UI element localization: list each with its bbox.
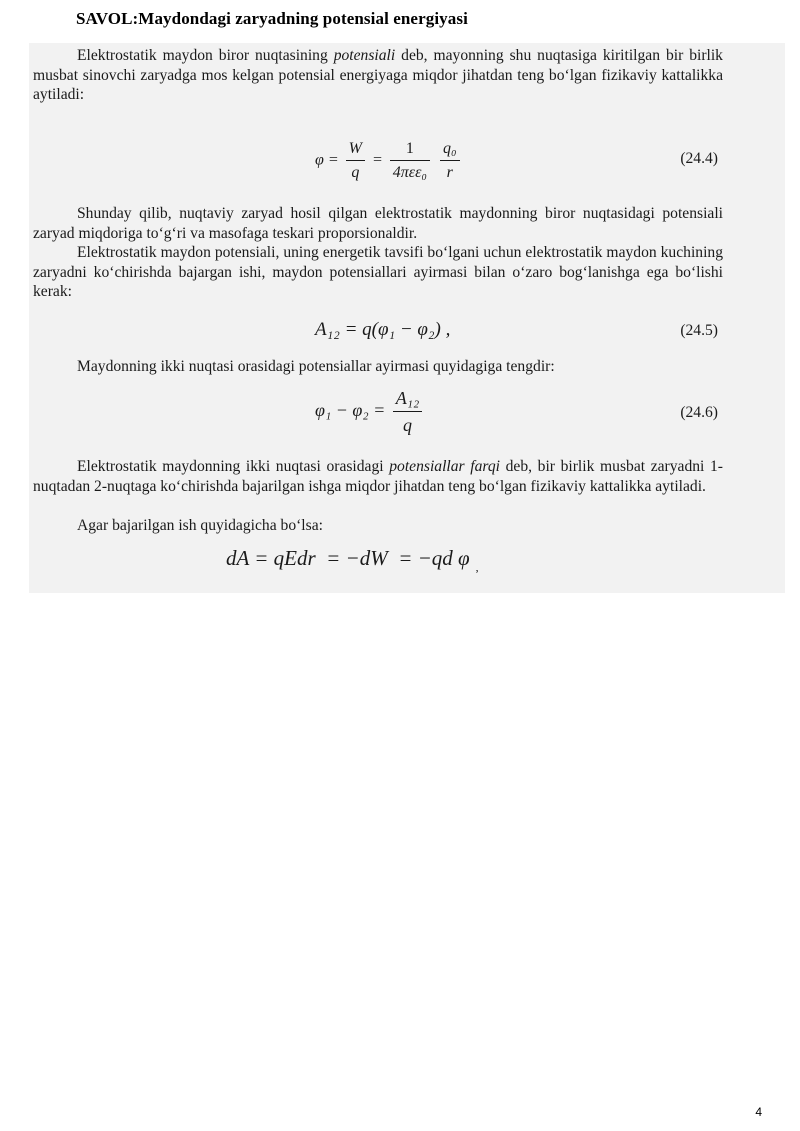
page-title: SAVOL:Maydondagi zaryadning potensial energiyasi <box>76 9 468 28</box>
eq1-fraction-constant <box>390 140 430 182</box>
eq1-eq-sign: = <box>371 151 383 169</box>
page-number: 4 <box>755 1105 762 1119</box>
definition-potential-difference-paragraph <box>33 457 723 496</box>
p1-before: Elektrostatik maydon biror nuqtasining <box>77 47 334 64</box>
eq3-fraction <box>393 388 423 436</box>
eq1-lhs: φ = <box>315 151 339 169</box>
equation-24-5: A₁₂ = q(φ₁ − φ₂) , <box>315 319 451 340</box>
eq1-fraction-w-q <box>346 140 365 182</box>
eq1-f3-den: r <box>446 164 453 181</box>
eq1-f2-den: 4πεε₀ <box>392 164 427 181</box>
equation-24-4 <box>315 140 463 182</box>
equation-work <box>226 546 479 575</box>
eq1-fraction-q-r <box>440 140 460 182</box>
potential-difference-intro: Maydonning ikki nuqtasi orasidagi potensiallar ayirmasi quyidagiga tengdir: <box>77 358 555 375</box>
energy-description-paragraph: Elektrostatik maydon potensiali, uning energetik tavsifi bo‘lgani uchun elektrostatik maydon kuchining zaryadni ko‘chirishda bajargan ishi, maydon potensiallari ayirmasi bilan o‘zaro bog‘lanishga ega bo‘lishi kerak: <box>33 244 723 301</box>
eq1-f3-num: q₀ <box>440 140 460 161</box>
point-charge-potential-paragraph: Shunday qilib, nuqtaviy zaryad hosil qilgan elektrostatik maydonning biror nuqtasidagi potensiali zaryad miqdoriga to‘g‘ri va masofaga teskari proporsionaldir. <box>33 205 723 242</box>
eq1-f2-num: 1 <box>390 140 430 161</box>
eq3-den: q <box>402 415 412 435</box>
equation-24-6 <box>315 388 425 436</box>
eq3-num: A₁₂ <box>393 388 423 412</box>
p5-after: deb, bir birlik musbat zaryadni 1-nuqtadan 2-nuqtaga ko‘chirishda bajarilgan ishga miqdor jihatdan teng bo‘lgan fizikaviy kattalikka aytiladi. <box>33 458 723 495</box>
work-intro-paragraph: Agar bajarilgan ish quyidagicha bo‘lsa: <box>77 517 323 534</box>
scanned-textbook-excerpt <box>29 43 785 593</box>
definition-potential-paragraph <box>33 46 723 105</box>
eq1-f1-den: q <box>351 164 360 181</box>
p5-before: Elektrostatik maydonning ikki nuqtasi orasidagi <box>77 458 390 475</box>
term-potential: potensiali <box>333 47 396 64</box>
eq1-f1-num: W <box>346 140 365 161</box>
eq4-text: dA = qEdr = −dW = −qd φ <box>226 546 470 570</box>
equation-number-24-6: (24.6) <box>680 404 718 421</box>
eq3-lhs: φ₁ − φ₂ = <box>315 400 386 421</box>
equation-number-24-4: (24.4) <box>680 150 718 167</box>
equation-number-24-5: (24.5) <box>680 322 718 339</box>
term-potential-difference: potensiallar farqi <box>389 458 500 475</box>
eq4-comma: , <box>475 560 479 574</box>
p1-after: deb, mayonning shu nuqtasiga kiritilgan bir birlik musbat sinovchi zaryadga mos kelgan potensial energiyaga miqdor jihatdan teng bo‘lgan fizikaviy kattalikka aytiladi: <box>33 47 723 104</box>
